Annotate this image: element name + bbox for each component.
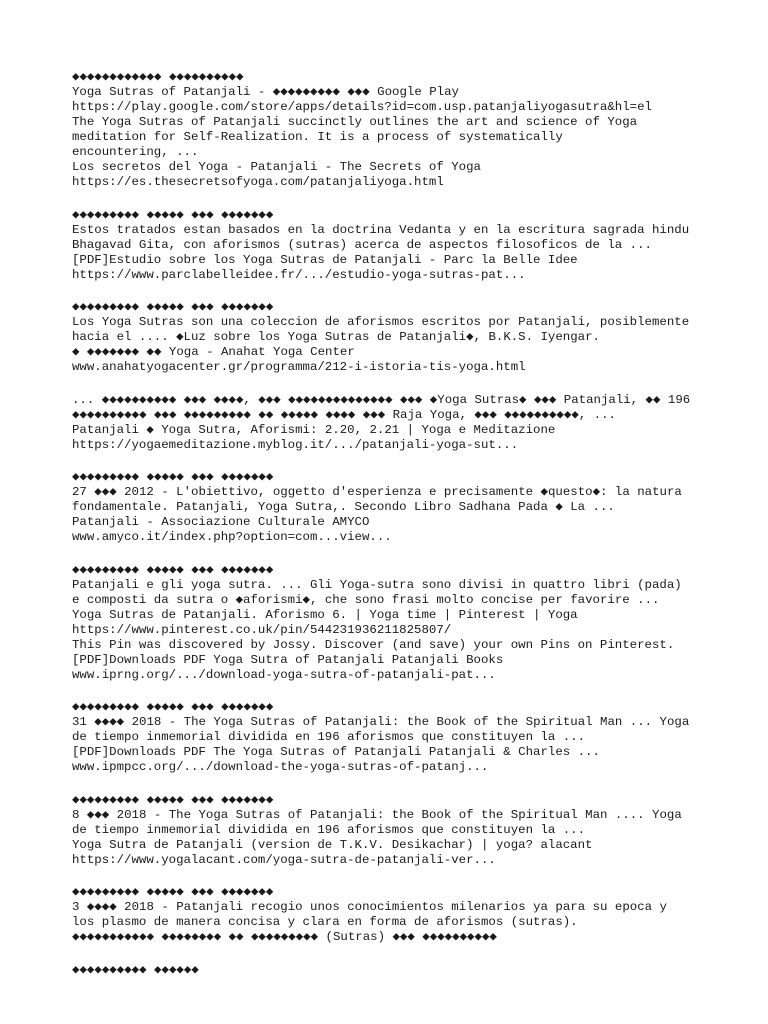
result-block (72, 70, 768, 190)
text-line: meditation for Self-Realization. It is a process of systematically (72, 130, 563, 144)
text-line: Estos tratados estan basados en la doctrina Vedanta y en la escritura sagrada hindu (72, 222, 690, 237)
text-line: https://www.parclabelleidee.fr/.../estudio-yoga-sutras-pat... (72, 267, 526, 282)
text-line: ... ◆◆◆◆◆◆◆◆◆◆ ◆◆◆ ◆◆◆◆, ◆◆◆ ◆◆◆◆◆◆◆◆◆◆◆◆◆◆ ◆◆◆ ◆Yoga Sutras◆ ◆◆◆ Patanjali, ◆◆ 196 (72, 392, 691, 407)
text-line: Patanjali ◆ Yoga Sutra, Aforismi: 2.20, 2.21 | Yoga e Meditazione (72, 422, 556, 437)
text-line: Patanjali e gli yoga sutra. ... Gli Yoga-sutra sono divisi in quattro libri (pada) (72, 577, 682, 592)
text-line: 8 ◆◆◆ 2018 - The Yoga Sutras of Patanjali: the Book of the Spiritual Man .... Yoga (72, 807, 682, 822)
text-line: Los secretos del Yoga - Patanjali - The Secrets of Yoga (72, 160, 481, 174)
text-line: de tiempo inmemorial dividida en 196 aforismos que constituyen la ... (72, 730, 586, 744)
text-line: Los Yoga Sutras son una coleccion de aforismos escritos por Patanjali, posiblemente (72, 315, 690, 329)
result-block (72, 470, 768, 545)
result-block (72, 963, 768, 978)
text-line: ◆◆◆◆◆◆◆◆◆ ◆◆◆◆◆ ◆◆◆ ◆◆◆◆◆◆◆ (72, 885, 274, 899)
text-line: This Pin was discovered by Jossy. Discover (and save) your own Pins on Pinterest. (72, 637, 675, 652)
text-line: fondamentale. Patanjali, Yoga Sutra,. Secondo Libro Sadhana Pada ◆ La ... (72, 500, 615, 514)
text-line: The Yoga Sutras of Patanjali succinctly outlines the art and science of Yoga (72, 115, 638, 129)
text-line: Yoga Sutras de Patanjali. Aforismo 6. | Yoga time | Pinterest | Yoga (72, 607, 578, 622)
text-line: ◆◆◆◆◆◆◆◆◆◆ ◆◆◆◆◆◆ (72, 962, 199, 977)
text-line: www.ipmpcc.org/.../download-the-yoga-sutras-of-patanj... (72, 760, 489, 774)
text-line: Bhagavad Gita, con aforismos (sutras) acerca de aspectos filosoficos de la ... (72, 237, 652, 252)
text-line: https://play.google.com/store/apps/details?id=com.usp.patanjaliyogasutra&hl=el (72, 100, 652, 114)
text-line: los plasmo de manera concisa y clara en forma de aforismos (sutras). (72, 915, 578, 929)
text-line: ◆◆◆◆◆◆◆◆◆ ◆◆◆◆◆ ◆◆◆ ◆◆◆◆◆◆◆ (72, 792, 274, 807)
text-line: [PDF]Downloads PDF The Yoga Sutras of Patanjali Patanjali & Charles ... (72, 745, 600, 759)
text-line: ◆◆◆◆◆◆◆◆◆◆◆◆ ◆◆◆◆◆◆◆◆◆◆ (72, 70, 244, 84)
text-line: www.iprng.org/.../download-yoga-sutra-of-patanjali-pat... (72, 667, 496, 682)
text-line: Yoga Sutras of Patanjali - ◆◆◆◆◆◆◆◆◆ ◆◆◆ Google Play (72, 85, 459, 99)
result-block (72, 300, 768, 375)
result-block (72, 393, 768, 453)
text-line: ◆ ◆◆◆◆◆◆◆ ◆◆ Yoga - Anahat Yoga Center (72, 345, 355, 359)
text-line: www.anahatyogacenter.gr/programma/212-i-istoria-tis-yoga.html (72, 360, 526, 374)
result-block (72, 563, 768, 683)
text-line: hacia el .... ◆Luz sobre los Yoga Sutras de Patanjali◆, B.K.S. Iyengar. (72, 330, 600, 344)
result-block (72, 793, 768, 868)
text-line: e composti da sutra o ◆aforismi◆, che sono frasi molto concise per favorire ... (72, 592, 660, 607)
text-line: ◆◆◆◆◆◆◆◆◆ ◆◆◆◆◆ ◆◆◆ ◆◆◆◆◆◆◆ (72, 562, 274, 577)
text-line: ◆◆◆◆◆◆◆◆◆ ◆◆◆◆◆ ◆◆◆ ◆◆◆◆◆◆◆ (72, 300, 274, 314)
text-line: de tiempo inmemorial dividida en 196 aforismos que constituyen la ... (72, 822, 586, 837)
text-line: Patanjali - Associazione Culturale AMYCO (72, 515, 370, 529)
text-line: 31 ◆◆◆◆ 2018 - The Yoga Sutras of Patanjali: the Book of the Spiritual Man ... Yoga (72, 715, 690, 729)
text-line: https://es.thesecretsofyoga.com/patanjaliyoga.html (72, 175, 444, 189)
text-line: ◆◆◆◆◆◆◆◆◆ ◆◆◆◆◆ ◆◆◆ ◆◆◆◆◆◆◆ (72, 207, 274, 222)
text-line: https://www.yogalacant.com/yoga-sutra-de-patanjali-ver... (72, 852, 496, 867)
result-block (72, 208, 768, 283)
result-block (72, 885, 768, 945)
text-line: https://www.pinterest.co.uk/pin/544231936211825807/ (72, 622, 452, 637)
text-line: ◆◆◆◆◆◆◆◆◆ ◆◆◆◆◆ ◆◆◆ ◆◆◆◆◆◆◆ (72, 470, 274, 484)
text-line: Yoga Sutra de Patanjali (version de T.K.V. Desikachar) | yoga? alacant (72, 837, 593, 852)
text-line: https://yogaemeditazione.myblog.it/.../patanjali-yoga-sut... (72, 437, 519, 452)
text-line: ◆◆◆◆◆◆◆◆◆ ◆◆◆◆◆ ◆◆◆ ◆◆◆◆◆◆◆ (72, 700, 274, 714)
text-line: encountering, ... (72, 145, 199, 159)
text-line: [PDF]Estudio sobre los Yoga Sutras de Patanjali - Parc la Belle Idee (72, 252, 578, 267)
text-line: www.amyco.it/index.php?option=com...view... (72, 530, 392, 544)
text-line: ◆◆◆◆◆◆◆◆◆◆◆ ◆◆◆◆◆◆◆◆ ◆◆ ◆◆◆◆◆◆◆◆◆ (Sutras) ◆◆◆ ◆◆◆◆◆◆◆◆◆◆ (72, 930, 497, 944)
document-body (72, 70, 768, 978)
text-line: [PDF]Downloads PDF Yoga Sutra of Patanjali Patanjali Books (72, 652, 504, 667)
text-line: 3 ◆◆◆◆ 2018 - Patanjali recogio unos conocimientos milenarios ya para su epoca y (72, 900, 667, 914)
text-line: 27 ◆◆◆ 2012 - L'obiettivo, oggetto d'esperienza e precisamente ◆questo◆: la natura (72, 485, 682, 499)
result-block (72, 700, 768, 775)
text-line: ◆◆◆◆◆◆◆◆◆◆ ◆◆◆ ◆◆◆◆◆◆◆◆◆ ◆◆ ◆◆◆◆◆ ◆◆◆◆ ◆◆◆ Raja Yoga, ◆◆◆ ◆◆◆◆◆◆◆◆◆◆, ... (72, 407, 616, 422)
